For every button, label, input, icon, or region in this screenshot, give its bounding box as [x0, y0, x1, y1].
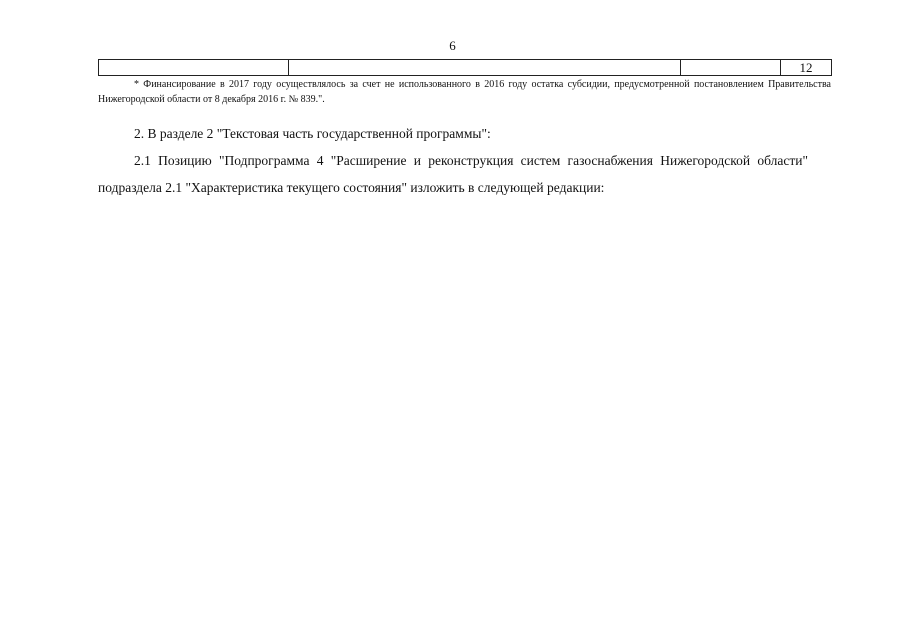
table-cell	[99, 60, 289, 76]
footnote: * Финансирование в 2017 году осуществлялось за счет не использованного в 2016 году остатка субсидии, предусмотренной постановлением Правительства Нижегородской области от 8 декабря 2016 г. № 839.".	[98, 79, 831, 105]
table-cell-column-number: 12	[781, 60, 832, 76]
paragraph-section-2: 2. В разделе 2 "Текстовая часть государственной программы":	[134, 126, 491, 141]
table-cell	[681, 60, 781, 76]
table-fragment	[98, 59, 832, 76]
paragraph-item-2-1: 2.1 Позицию "Подпрограмма 4 "Расширение и реконструкция систем газоснабжения Нижегородской области" подраздела 2.1 "Характеристика текущего состояния" изложить в следующей редакции:	[98, 153, 808, 195]
table-cell	[289, 60, 681, 76]
table-row	[99, 60, 832, 76]
page-number: 6	[449, 38, 456, 53]
